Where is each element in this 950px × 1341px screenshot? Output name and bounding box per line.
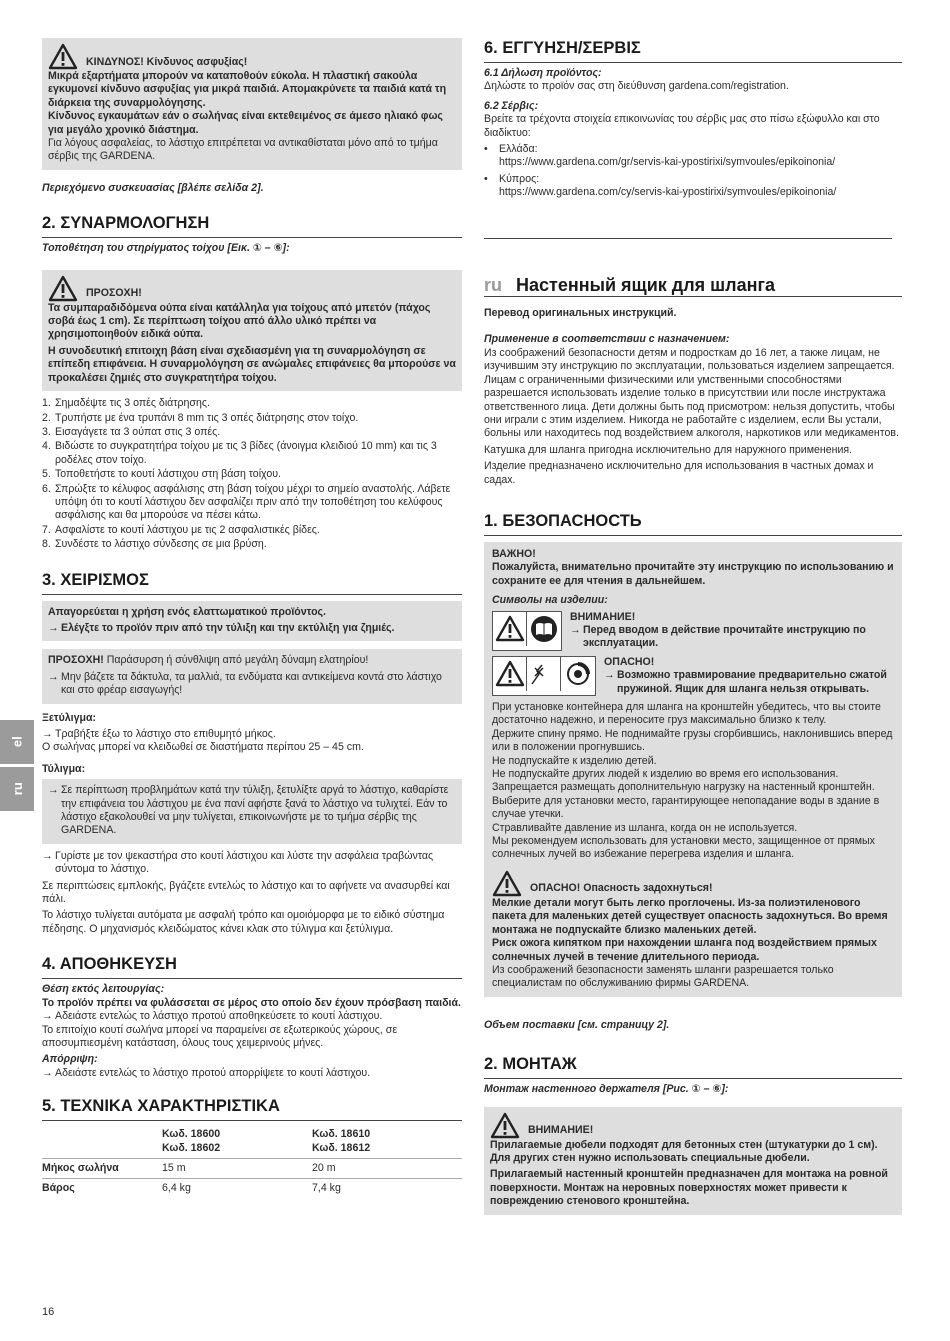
section-heading: 3. ΧΕΙΡΙΣΜΟΣ bbox=[42, 570, 462, 595]
divider bbox=[484, 238, 892, 239]
right-column: 6. ΕΓΓΥΗΣΗ/ΣΕΡΒΙΣ 6.1 Δήλωση προϊόντος: Δηλώστε το προϊόν σας στη διεύθυνση gardena.com/registration. 6.2 Σέρβις: Βρείτε τα τρέχοντα στοιχεία επικοινωνίας του σέρβις μας στο πίσω εξώφυλλο και στο διαδίκτυο: • Ελλάδα: https://www.gardena.com/gr/servis-kai-ypostirixi/symvoules/epikoinonia/ • Κύπρος: https://www.gardena.com/cy/servis-kai-ypostirixi/symvoules/epikoinonia/ ru Настенный ящик для шланга Перевод оригинальных инструкций. Применение в соответствии с назначением: Из соображений безопасности детям и подросткам до 16 лет, а также лицам, не изучившим эту инструкцию по эксплуатации, пользоваться изделием запрещается. Лицам с ограниченными физическими или умственными способностями разрешается использовать изделие только в присутствии или после инструктажа ответственного лица. Дети должны быть под присмотром: нельзя допустить, чтобы они играли с этим изделием. Никогда не работайте с изделием, если Вы устали, больны или находитесь под воздействием алкоголя, наркотиков или медикаментов. Катушка для шланга пригодна исключительно для наружного применения. Изделие предназначено исключительно для использования в частных домах и садах. 1. БЕЗОПАСНОСТЬ ВАЖНО! Пожалуйста, внимательно прочитайте эту инструкцию по использованию и сохраните ее для чтения в дальнейшем. Символы на изделии: ВНИМАНИЕ! → Перед вводом в действие прочитайте инструкцию по эксплуатации. ОПАСНО! → Возможно травмирование предварительно сжатой пружиной. Ящик для шланга нельзя открывать. При установке контейнера для шланга на кронштейн убедитесь, что вы стоите достаточно надежно, и переносите груз максимально близко к телу. Держите спину прямо. Не поднимайте грузы сгорбившись, наклонившись вперед или в положении прогнувшись. Не подпускайте к изделию детей. Не подпускайте других людей к изделию во время его использования. Запрещается размещать дополнительную нагрузку на настенный кронштейн. Выберите для установки место, гарантирующее непопадание воды в здание в случае утечки. Стравливайте давление из шланга, когда он не используется. Мы рекомендуем использовать для установки место, защищенное от прямых солнечных лучей во избежание перегрева изделия и шланга. ОПАСНО! Опасность задохнуться! Мелкие детали могут быть легко проглочены. Из-за полиэтиленового пакета для маленьких детей существует опасность задохнуться. Во время монтажа не подпускайте близко маленьких детей. Риск ожога кипятком при нахождении шланга под воздействием прямых солнечных лучей в течение длительного периода. Из соображений безопасности заменять шланги разрешается только специалистам по обслуживанию фирмы GARDENA. Объем поставки [см. страницу 2]. 2. МОНТАЖ Монтаж настенного держателя [Рис. ① – ⑥]: ВНИМАНИЕ! Прилагаемые дюбели подходят для бетонных стен (штукатурки до 1 см). Для других стен нужно использовать специальные дюбели. Прилагаемый настенный кронштейн предназначен для монтажа на ровной поверхности. Монтаж на неровных поверхностях может привести к повреждению стенового кронштейна. bbox=[484, 38, 902, 1215]
caution-box: ВНИМАНИЕ! Прилагаемые дюбели подходят для бетонных стен (штукатурки до 1 см). Для других стен нужно использовать специальные дюбели. Прилагаемый настенный кронштейн предназначен для монтажа на ровной поверхности. Монтаж на неровных поверхностях может привести к повреждению стенового кронштейна. bbox=[484, 1107, 902, 1215]
section-heading: 1. БЕЗОПАСНОСТЬ bbox=[484, 511, 902, 536]
subheading: Τύλιγμα: bbox=[42, 762, 86, 775]
warning-icon bbox=[492, 870, 522, 897]
contents-note: Περιεχόμενο συσκευασίας [βλέπε σελίδα 2]. bbox=[42, 181, 264, 194]
arrow-icon: → bbox=[570, 623, 581, 636]
list-item: 5. Τοποθετήστε το κουτί λάστιχου στη βάση τοίχου. bbox=[42, 468, 281, 481]
danger-text: Μικρά εξαρτήματα μπορούν να καταποθούν εύκολα. Η πλαστική σακούλα εγκυμονεί κίνδυνο ασφυξίας για μικρά παιδιά. Απομακρύνετε τα παιδιά κατά τη διάρκεια της συναρμολόγησης. bbox=[48, 70, 447, 109]
caution-text: Τα συμπαραδιδόμενα ούπα είναι κατάλληλα για τοίχους από μπετόν (πάχος σοβά έως 1 cm). Σε περίπτωση τοίχου από άλλο υλικό πρέπει να χρησιμοποιηθούν ειδικά ούπα. bbox=[48, 301, 431, 341]
read-manual-icon bbox=[530, 615, 558, 643]
product-title: Настенный ящик для шланга bbox=[516, 274, 775, 295]
arrow-icon: → bbox=[42, 1010, 53, 1023]
arrow-icon: → bbox=[48, 784, 59, 797]
table-row: Βάρος 6,4 kg 7,4 kg bbox=[42, 1179, 462, 1199]
notice-box: → Σε περίπτωση προβλημάτων κατά την τύλιξη, ξετυλίξτε αργά το λάστιχο, καθαρίστε την επιφάνεια του λάστιχου με ένα πανί αφήστε ξανά το λάστιχο να τυλιχτεί. Εάν το λάστιχο εξακολουθεί να μην τυλίγεται, επικοινωνήστε με το τμήμα σέρβις της GARDENA. bbox=[42, 779, 462, 844]
danger-text: Για λόγους ασφαλείας, το λάστιχο επιτρέπεται να αντικαθίσταται μόνο από το τμήμα σέρβις της GARDENA. bbox=[48, 137, 438, 163]
section-heading: 5. ΤΕΧΝΙΚΑ ΧΑΡΑΚΤΗΡΙΣΤΙΚΑ bbox=[42, 1096, 462, 1121]
arrow-icon: → bbox=[42, 849, 53, 862]
tech-table bbox=[42, 1125, 462, 1199]
caution-box bbox=[42, 270, 462, 391]
arrow-icon: → bbox=[604, 669, 615, 682]
caution-text: Η συνοδευτική επιτοιχη βάση είναι σχεδιασμένη για τη συναρμολόγηση σε επίπεδη επιφάνεια. Η συναρμολόγηση σε ανώμαλες επιφάνειες θα μπορούσε να προκαλέσει ζημιές στο συγκρατητήρα τοίχου. bbox=[48, 344, 456, 384]
list-item: 6. Σπρώξτε το κέλυφος ασφάλισης στη βάση τοίχου μέχρι το σημείο αναστολής. Λάβετε υπόψη ότι το κουτί λάστιχου δεν ασφαλίζει πριν από την τοποθέτηση του κελύφους ασφάλισης και θα μπορούσε να πέσει κάτω. bbox=[42, 482, 451, 522]
arrow-icon: → bbox=[42, 728, 53, 740]
list-item: • Κύπρος: https://www.gardena.com/cy/servis-kai-ypostirixi/symvoules/epikoinonia/ bbox=[484, 172, 837, 199]
warning-icon bbox=[48, 275, 78, 302]
list-item: 7. Ασφαλίστε το κουτί λάστιχου με τις 2 ασφαλιστικές βίδες. bbox=[42, 523, 320, 536]
service-link[interactable]: https://www.gardena.com/cy/servis-kai-ypostirixi/symvoules/epikoinonia/ bbox=[499, 186, 837, 199]
list-item: 1. Σημαδέψτε τις 3 οπές διάτρησης. bbox=[42, 397, 210, 410]
warning-icon bbox=[490, 1112, 520, 1139]
assembly-steps bbox=[42, 397, 462, 551]
list-item: 2. Τρυπήστε με ένα τρυπάνι 8 mm τις 3 οπές διάτρησης στον τοίχο. bbox=[42, 411, 359, 424]
language-code: ru bbox=[484, 274, 502, 295]
language-tab-el[interactable]: el bbox=[0, 720, 34, 764]
language-tabs bbox=[0, 720, 34, 814]
notice-box: Απαγορεύεται η χρήση ενός ελαττωματικού προϊόντος. → Ελέγξτε το προϊόν πριν από την τύλιξη και την εκτύλιξη για ζημιές. bbox=[42, 601, 462, 642]
section-heading: 2. ΣΥΝΑΡΜΟΛΟΓΗΣΗ bbox=[42, 213, 462, 238]
section-heading: 6. ΕΓΓΥΗΣΗ/ΣΕΡΒΙΣ bbox=[484, 38, 902, 63]
arrow-icon: → bbox=[48, 621, 59, 634]
list-item: 3. Εισαγάγετε τα 3 ούπατ στις 3 οπές. bbox=[42, 425, 221, 438]
table-row: Κωδ. 18600 Κωδ. 18602 Κωδ. 18610 Κωδ. 18612 bbox=[162, 1128, 371, 1154]
section-heading: 4. ΑΠΟΘΗΚΕΥΣΗ bbox=[42, 954, 462, 979]
page-number: 16 bbox=[42, 1306, 55, 1318]
delivery-note: Объем поставки [см. страницу 2]. bbox=[484, 1018, 670, 1031]
service-link[interactable]: https://www.gardena.com/gr/servis-kai-ypostirixi/symvoules/epikoinonia/ bbox=[499, 156, 836, 169]
subheading: Ξετύλιγμα: bbox=[42, 711, 96, 724]
list-item: 4. Βιδώστε το συγκρατητήρα τοίχου με τις 3 βίδες (άνοιγμα κλειδιού 10 mm) και τις 3 ροδέλες στον τοίχο. bbox=[42, 440, 437, 466]
hose-reel-icon bbox=[563, 659, 593, 689]
language-tab-ru[interactable]: ru bbox=[0, 767, 34, 811]
warning-icon bbox=[495, 660, 525, 687]
caution-title: ВНИМАНИЕ! bbox=[528, 1124, 594, 1137]
arrow-icon: → bbox=[42, 1066, 53, 1079]
language-title bbox=[484, 274, 902, 297]
caution-box: ΠΡΟΣΟΧΗ! Παράσυρση ή σύνθλιψη από μεγάλη δύναμη ελατηρίου! → Μην βάζετε τα δάκτυλα, τα μαλλιά, τα ενδύματα και αντικείμενα κοντά στο λάστιχο και στο φρέαρ εισαγωγής! bbox=[42, 649, 462, 703]
section-heading: 2. МОНТАЖ bbox=[484, 1054, 902, 1079]
left-column: ΚΙΝΔΥΝΟΣ! Κίνδυνος ασφυξίας! Μικρά εξαρτήματα μπορούν να καταποθούν εύκολα. Η πλαστική σακούλα εγκυμονεί κίνδυνο ασφυξίας για μικρά παιδιά. Απομακρύνετε τα παιδιά κατά τη διάρκεια της συναρμολόγησης. Κίνδυνος εγκαυμάτων εάν ο σωλήνας είναι εκτεθειμένος σε άμεσο ηλιακό φως για μεγάλο χρονικό διάστημα. Για λόγους ασφαλείας, το λάστιχο επιτρέπεται να αντικαθίσταται μόνο από το τμήμα σέρβις της GARDENA. Περιεχόμενο συσκευασίας [βλέπε σελίδα 2]. 2. ΣΥΝΑΡΜΟΛΟΓΗΣΗ Τοποθέτηση του στηρίγματος τοίχου [Εικ. ① – ⑥]: ΠΡΟΣΟΧΗ! Τα συμπαραδιδόμενα ούπα είναι κατάλληλα για τοίχους από μπετόν (πάχος σοβά έως 1 cm). Σε περίπτωση τοίχου από άλλο υλικό πρέπει να χρησιμοποιηθούν ειδικά ούπα. Η συνοδευτική επιτοιχη βάση είναι σχεδιασμένη για τη συναρμολόγηση σε επίπεδη επιφάνεια. Η συναρμολόγηση σε ανώμαλες επιφάνειες θα μπορούσε να προκαλέσει ζημιές στο συγκρατητήρα τοίχου. 1. Σημαδέψτε τις 3 οπές διάτρησης. 2. Τρυπήστε με ένα τρυπάνι 8 mm τις 3 οπές διάτρησης στον τοίχο. 3. Εισαγάγετε τα 3 ούπατ στις 3 οπές. 4. Βιδώστε το συγκρατητήρα τοίχου με τις 3 βίδες (άνοιγμα κλειδιού 10 mm) και τις 3 ροδέλες στον τοίχο. 5. Τοποθετήστε το κουτί λάστιχου στη βάση τοίχου. 6. Σπρώξτε το κέλυφος ασφάλισης στη βάση τοίχου μέχρι το σημείο αναστολής. Λάβετε υπόψη ότι το κουτί λάστιχου δεν ασφαλίζει πριν από την τοποθέτηση του κελύφους ασφάλισης και θα μπορούσε να πέσει κάτω. 7. Ασφαλίστε το κουτί λάστιχου με τις 2 ασφαλιστικές βίδες. 8. Συνδέστε το λάστιχο σύνδεσης σε μια βρύση. 3. ΧΕΙΡΙΣΜΟΣ Απαγορεύεται η χρήση ενός ελαττωματικού προϊόντος. → Ελέγξτε το προϊόν πριν από την τύλιξη και την εκτύλιξη για ζημιές. ΠΡΟΣΟΧΗ! Παράσυρση ή σύνθλιψη από μεγάλη δύναμη ελατηρίου! → Μην βάζετε τα δάκτυλα, τα μαλλιά, τα ενδύματα και αντικείμενα κοντά στο λάστιχο και στο φρέαρ εισαγωγής! Ξετύλιγμα: → Τραβήξτε έξω το λάστιχο στο επιθυμητό μήκος. Ο σωλήνας μπορεί να κλειδωθεί σε διαστήματα περίπου 25 – 45 cm. Τύλιγμα: → Σε περίπτωση προβλημάτων κατά την τύλιξη, ξετυλίξτε αργά το λάστιχο, καθαρίστε την επιφάνεια του λάστιχου με ένα πανί αφήστε ξανά το λάστιχο να τυλιχτεί. Εάν το λάστιχο εξακολουθεί να μην τυλίγεται, επικοινωνήστε με το τμήμα σέρβις της GARDENA. → Γυρίστε με τον ψεκαστήρα στο κουτί λάστιχου και λύστε την ασφάλεια τραβώντας σύντομα το λάστιχο. Σε περιπτώσεις εμπλοκής, βγάζετε εντελώς το λάστιχο και το αφήνετε να ανασυρθεί και πάλι. Το λάστιχο τυλίγεται αυτόματα με ασφαλή τρόπο και ομοιόμορφα με το ειδικό σύστημα πέδησης. Ο μηχανισμός κλειδώματος κάνει κλακ στο τύλιγμα και ξετύλιγμα. 4. ΑΠΟΘΗΚΕΥΣΗ Θέση εκτός λειτουργίας: Το προϊόν πρέπει να φυλάσσεται σε μέρος στο οποίο δεν έχουν πρόσβαση παιδιά. → Αδειάστε εντελώς το λάστιχο προτού αποθηκεύσετε το κουτί λάστιχου. Το επιτοίχιο κουτί σωλήνα μπορεί να παραμείνει σε εξωτερικούς χώρους, σε αποσυμπιεσμένη κατάσταση, όλους τους χειμερινούς μήνες. Απόρριψη: → Αδειάστε εντελώς το λάστιχο προτού απορρίψετε το κουτί λάστιχου. 5. ΤΕΧΝΙΚΑ ΧΑΡΑΚΤΗΡΙΣΤΙΚΑ Κωδ. 18600 Κωδ. 18602 Κωδ. 18610 Κωδ. 18612 Μήκος σωλήνα 15 m 20 m Βάρος 6,4 kg 7,4 kg bbox=[42, 38, 462, 1199]
list-item: • Ελλάδα: https://www.gardena.com/gr/servis-kai-ypostirixi/symvoules/epikoinonia/ bbox=[484, 143, 836, 169]
danger-box bbox=[42, 38, 462, 170]
list-item: 8. Συνδέστε το λάστιχο σύνδεσης σε μια βρύση. bbox=[42, 538, 267, 551]
caution-title: ΠΡΟΣΟΧΗ! bbox=[86, 287, 142, 300]
danger-title: ОПАСНО! Опасность задохнуться! bbox=[530, 882, 713, 895]
safety-box: ВАЖНО! Пожалуйста, внимательно прочитайте эту инструкцию по использованию и сохраните ее для чтения в дальнейшем. Символы на изделии: ВНИМАНИЕ! → Перед вводом в действие прочитайте инструкцию по эксплуатации. ОПАСНО! → Возможно травмирование предварительно сжатой пружиной. Ящик для шланга нельзя открывать. При установке контейнера для шланга на кронштейн убедитесь, что вы стоите достаточно надежно, и переносите груз максимально близко к телу. Держите спину прямо. Не поднимайте грузы сгорбившись, наклонившись вперед или в положении прогнувшись. Не подпускайте к изделию детей. Не подпускайте других людей к изделию во время его использования. Запрещается размещать дополнительную нагрузку на настенный кронштейн. Выберите для установки место, гарантирующее непопадание воды в здание в случае утечки. Стравливайте давление из шланга, когда он не используется. Мы рекомендуем использовать для установки место, защищенное от прямых солнечных лучей во избежание перегрева изделия и шланга. ОПАСНО! Опасность задохнуться! Мелкие детали могут быть легко проглочены. Из-за полиэтиленового пакета для маленьких детей существует опасность задохнуться. Во время монтажа не подпускайте близко маленьких детей. Риск ожога кипятком при нахождении шланга под воздействием прямых солнечных лучей в течение длительного периода. Из соображений безопасности заменять шланги разрешается только специалистам по обслуживанию фирмы GARDENA. bbox=[484, 542, 902, 997]
arrow-icon: → bbox=[48, 670, 59, 683]
danger-text: Κίνδυνος εγκαυμάτων εάν ο σωλήνας είναι εκτεθειμένος σε άμεσο ηλιακό φως για μεγάλο χρονικό διάστημα. bbox=[48, 110, 443, 136]
warning-icon bbox=[48, 43, 78, 70]
warning-icon bbox=[495, 615, 525, 642]
danger-title: ΚΙΝΔΥΝΟΣ! Κίνδυνος ασφυξίας! bbox=[86, 55, 248, 68]
table-row: Μήκος σωλήνα 15 m 20 m bbox=[42, 1158, 462, 1178]
do-not-open-icon bbox=[529, 659, 559, 689]
section-subheading: Τοποθέτηση του στηρίγματος τοίχου [Εικ. ① – ⑥]: bbox=[42, 242, 290, 255]
